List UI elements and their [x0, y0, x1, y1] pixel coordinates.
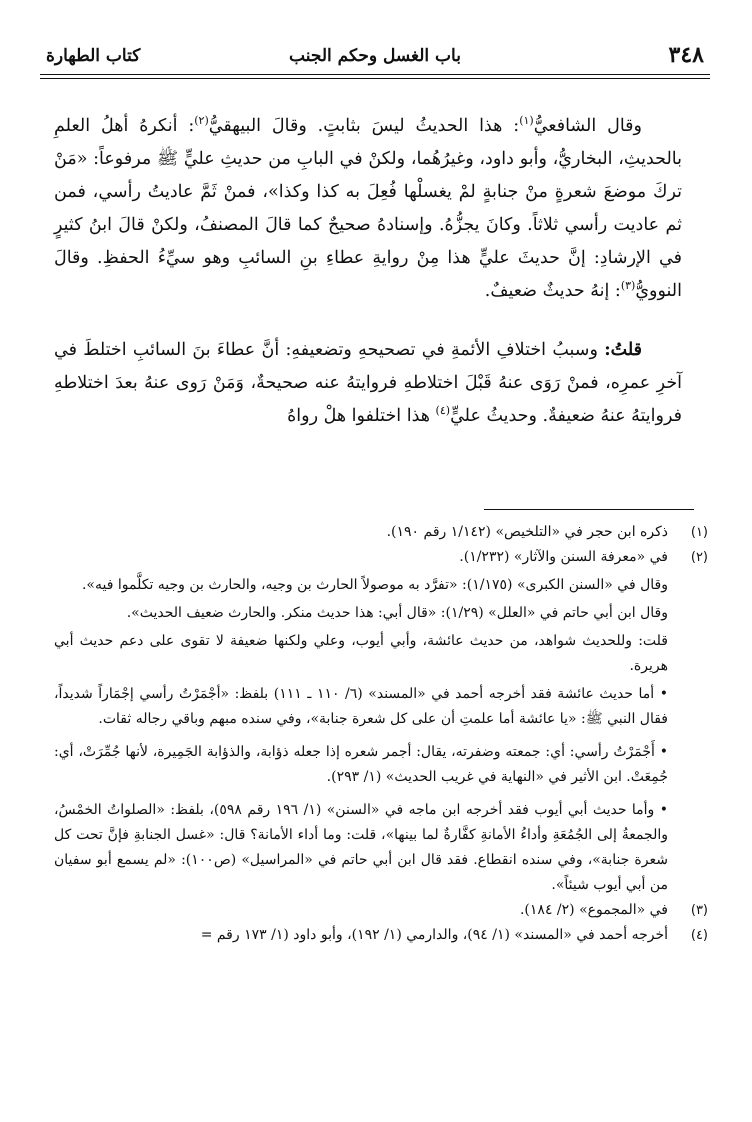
- chapter-title: باب الغسل وحكم الجنب: [289, 46, 461, 66]
- book-title: كتاب الطهارة: [46, 46, 141, 66]
- header-rule-thin: [40, 78, 710, 79]
- footnote-ref[interactable]: (٣): [620, 279, 636, 293]
- footnote-2: (٢) في «معرفة السنن والآثار» (١/٢٣٢). وقال في «السنن الكبرى» (١/١٧٥): «تفرَّد به موصولاً الحارث بن وجيه، والحارث بن وجيه تكلَّموا فيه». وقال ابن أبي حاتم في «العلل» (١/٢٩): «قال أبي: هذا حديث منكر. والحارث ضعيف الحديث». قلت: وللحديث شواهد، من حديث عائشة، وأبي أيوب، وعلي ولكنها ضعيفة لا تقوى على دعم حديث أبي هريرة. • أما حديث عائشة فقد أخرجه أحمد في «المسند» (٦/ ١١٠ ـ ١١١) بلفظ: «أجْمَرْتُ رأسي إجْمَاراً شديداً، فقال النبي ﷺ: «يا عائشة أما علمتِ أن على كل شعرة جنابة»، وفي سنده مبهم وباقي رجاله ثقات. • أَجْمَرْتُ رأسي: أي: جمعته وضفرته، يقال: أجمر شعره إذا جعله ذؤابة، والذؤابة الجَمِيرة، لأنها جُمِّرَتْ، أي: جُمِعَتْ. ابن الأثير في «النهاية في غريب الحديث» (١/ ٢٩٣). • وأما حديث أبي أيوب فقد أخرجه ابن ماجه في «السنن» (١/ ١٩٦ رقم ٥٩٨)، بلفظ: «الصلواتُ الخمْسُ، والجمعةُ إلى الجُمُعَةِ وأداءُ الأمانةِ كفَّارةٌ لما بينها»، قلت: وما أداء الأمانة؟ قال: «غسل الجنابةِ فإنَّ تحت كل شعرة جنابة»، وفي سنده انقطاع. فقد قال ابن أبي حاتم في «المراسيل» (ص١٠٠): «لم يسمع أبو سفيان من أبي أيوب شيئاً».: [54, 545, 708, 898]
- footnote-number: (١): [690, 525, 708, 540]
- page-header: [40, 38, 710, 78]
- main-paragraph: وقال الشافعيُّ$^{(١)}$: هذا الحديثُ ليسَ بثابتٍ. وقالَ البيهقيُّ$^{(٢)}$: أنكرهُ أهلُ العلمِ بالحديثِ، البخاريُّ، وأبو داود، وغيرُهُما، ولكنْ في البابِ من حديثِ عليٍّ ﷺ مرفوعاً: «مَنْ تركَ موضعَ شعرةٍ منْ جنابةٍ لمْ يغسلْها فُعِلَ به كذا وكذا»، فمنْ ثَمَّ عاديتُ رأسي، فمن ثم عاديت رأسي ثلاثاً. وكانَ يجزُّهُ. وإسنادهُ صحيحٌ كما قالَ المصنفُ، ولكنْ قالَ ابنُ كثيرٍ في الإرشادِ: إنَّ حديثَ عليٍّ هذا مِنْ روايةِ عطاءِ بنِ السائبِ وهو سيِّءُ الحفظِ. وقالَ النوويُّ$^{(٣)}$: إنهُ حديثٌ ضعيفٌ.: [54, 114, 682, 301]
- main-paragraph: قلتُ: وسببُ اختلافِ الأئمةِ في تصحيحهِ وتضعيفهِ: أنَّ عطاءَ بنَ السائبِ اختلطَ في آخرِ عمرِه، فمنْ رَوَى عنهُ قَبْلَ اختلاطهِ فروايتهُ عنه صحيحةٌ، وَمَنْ رَوى عنهُ بعدَ اختلاطهِ فروايتهُ عنهُ ضعيفةٌ. وحديثُ عليٍّ$^{(٤)}$ هذا اختلفوا هلْ رواهُ: [54, 340, 682, 426]
- page-number: ٣٤٨: [668, 42, 704, 68]
- main-text: [54, 110, 682, 433]
- footnote-number: (٢): [690, 550, 708, 565]
- footnote-ref[interactable]: (٤): [435, 404, 451, 418]
- footnote-1: (١) ذكره ابن حجر في «التلخيص» (١/١٤٢ رقم ١٩٠).: [54, 520, 708, 545]
- footnote-4: (٤) أخرجه أحمد في «المسند» (١/ ٩٤)، والدارمي (١/ ١٩٢)، وأبو داود (١/ ١٧٣ رقم =: [54, 923, 708, 948]
- footnote-number: (٤): [690, 928, 708, 943]
- footnote-ref[interactable]: (٢): [194, 114, 209, 128]
- footnote-3: (٣) في «المجموع» (٢/ ١٨٤).: [54, 898, 708, 923]
- footnote-divider: [484, 509, 694, 510]
- header-rule-thick: [40, 74, 710, 75]
- footnote-ref[interactable]: (١): [519, 114, 534, 128]
- lead-word: قلتُ:: [604, 340, 642, 360]
- footnote-number: (٣): [690, 903, 708, 918]
- footnotes: [54, 520, 708, 948]
